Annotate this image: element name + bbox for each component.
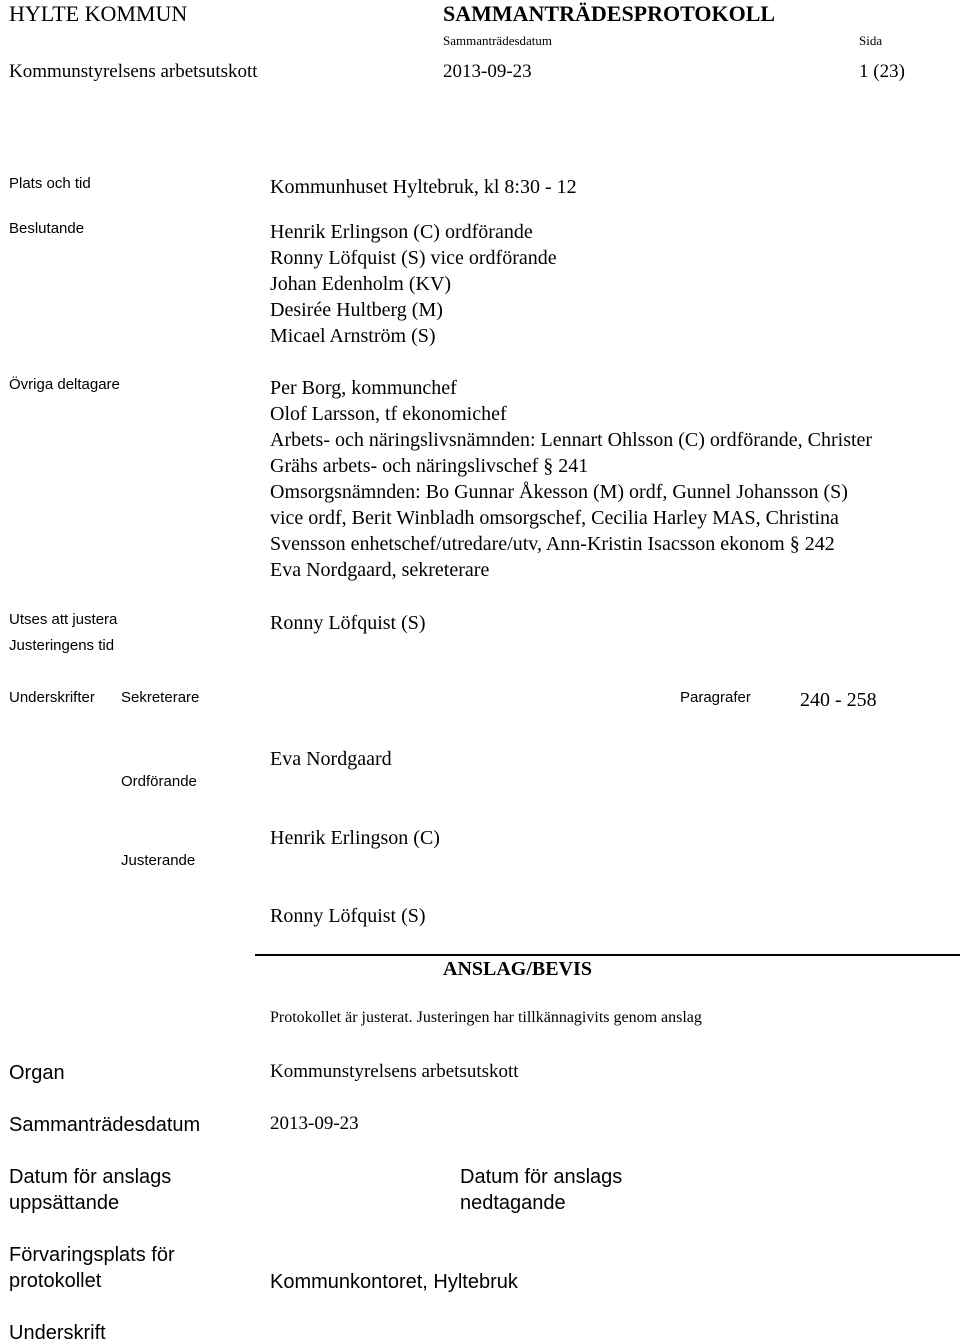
paragraphs-label: Paragrafer [680, 689, 751, 706]
other-participant: Svensson enhetschef/utredare/utv, Ann-Kristin Isacsson ekonom § 242 [270, 533, 835, 555]
other-participant: Omsorgsnämnden: Bo Gunnar Åkesson (M) ordf, Gunnel Johansson (S) [270, 481, 848, 503]
header-page: 1 (23) [859, 61, 905, 82]
other-participant: Eva Nordgaard, sekreterare [270, 559, 490, 581]
deciding-member: Ronny Löfquist (S) vice ordförande [270, 247, 557, 269]
org-name: HYLTE KOMMUN [9, 1, 188, 26]
header-date-label: Sammanträdesdatum [443, 33, 553, 48]
others-list [270, 375, 872, 583]
secretary-label: Sekreterare [121, 689, 200, 706]
notice-title: ANSLAG/BEVIS [443, 958, 592, 980]
storage-label-line: Förvaringsplats för [9, 1244, 175, 1266]
deciding-list [270, 219, 557, 349]
removal-date-label-line: nedtagande [460, 1192, 566, 1214]
adjust-time-label: Justeringens tid [9, 637, 115, 654]
other-participant: Arbets- och näringslivsnämnden: Lennart Ohlsson (C) ordförande, Christer [270, 429, 873, 451]
signature-label: Underskrift [9, 1322, 106, 1344]
storage-value: Kommunkontoret, Hyltebruk [270, 1271, 518, 1293]
section-divider [255, 954, 960, 956]
header-page-label: Sida [859, 33, 883, 48]
chair-name: Henrik Erlingson (C) [270, 827, 440, 849]
header-body: Kommunstyrelsens arbetsutskott [9, 61, 258, 82]
adjuster-label: Utses att justera [9, 611, 118, 628]
notice-date-label: Sammanträdesdatum [9, 1114, 201, 1136]
deciding-label: Beslutande [9, 220, 85, 237]
place-value: Kommunhuset Hyltebruk, kl 8:30 - 12 [270, 176, 577, 198]
header-date: 2013-09-23 [443, 61, 532, 82]
posting-date-label-line: uppsättande [9, 1192, 120, 1214]
storage-label [9, 1242, 175, 1294]
others-label: Övriga deltagare [9, 376, 120, 393]
place-label: Plats och tid [9, 175, 91, 192]
other-participant: Olof Larsson, tf ekonomichef [270, 403, 507, 425]
organ-label: Organ [9, 1062, 65, 1084]
deciding-member: Desirée Hultberg (M) [270, 299, 443, 321]
notice-statement: Protokollet är justerat. Justeringen har tillkännagivits genom anslag [270, 1009, 702, 1026]
other-participant: Per Borg, kommunchef [270, 377, 457, 399]
other-participant: vice ordf, Berit Winbladh omsorgschef, Cecilia Harley MAS, Christina [270, 507, 839, 529]
storage-label-line: protokollet [9, 1270, 102, 1292]
adjuster-value: Ronny Löfquist (S) [270, 612, 426, 634]
other-participant: Grähs arbets- och näringslivschef § 241 [270, 455, 589, 477]
deciding-member: Johan Edenholm (KV) [270, 273, 452, 295]
paragraphs-value: 240 - 258 [800, 689, 877, 711]
posting-date-label [9, 1164, 171, 1216]
posting-date-label-line: Datum för anslags [9, 1166, 172, 1188]
adjusting-name: Ronny Löfquist (S) [270, 905, 426, 927]
adjusting-label: Justerande [121, 852, 196, 869]
organ-value: Kommunstyrelsens arbetsutskott [270, 1061, 519, 1082]
deciding-member: Henrik Erlingson (C) ordförande [270, 221, 533, 243]
secretary-name: Eva Nordgaard [270, 748, 392, 770]
notice-date-value: 2013-09-23 [270, 1113, 359, 1134]
deciding-member: Micael Arnström (S) [270, 325, 436, 347]
removal-date-label [460, 1164, 622, 1216]
signatures-label: Underskrifter [9, 689, 95, 706]
chair-label: Ordförande [121, 773, 197, 790]
removal-date-label-line: Datum för anslags [460, 1166, 623, 1188]
document-type: SAMMANTRÄDESPROTOKOLL [443, 1, 776, 26]
